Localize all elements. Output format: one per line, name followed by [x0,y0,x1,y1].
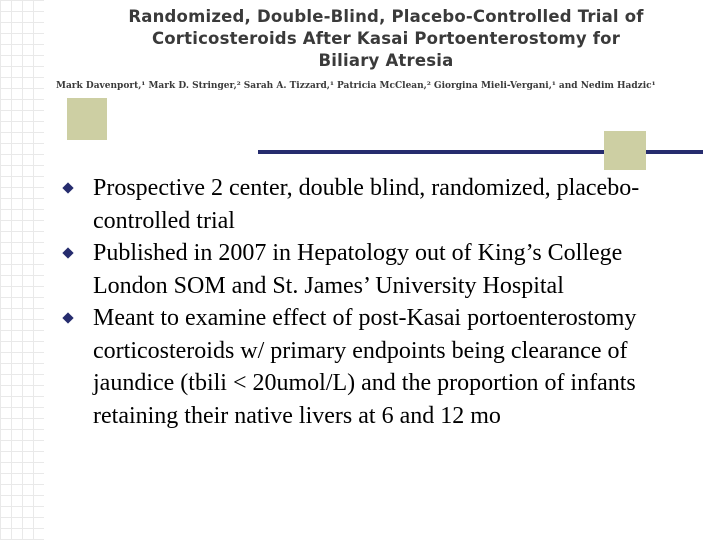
bullet-item [58,172,678,237]
diamond-bullet-icon [62,312,73,323]
grid-pattern-strip [0,0,44,540]
paper-title-line-2: Corticosteroids After Kasai Portoenterostomy for [151,29,621,48]
bullet-text: Prospective 2 center, double blind, randomized, placebo-controlled trial [93,175,640,234]
bullet-text: Published in 2007 in Hepatology out of King’s College London SOM and St. James’ University Hospital [93,240,623,299]
bullet-item [58,237,678,302]
decorative-square [67,98,107,140]
author-list: Mark Davenport,¹ Mark D. Stringer,² Sarah A. Tizzard,¹ Patricia McClean,² Giorgina Mieli-Vergani,¹ and Nedim Hadzic¹ [56,81,656,91]
bullet-list [58,172,678,432]
bullet-text: Meant to examine effect of post-Kasai portoenterostomy corticosteroids w/ primary endpoints being clearance of jaundice (tbili < 20umol/L) and the proportion of infants retaining their native livers at 6 and 12 mo [93,305,637,429]
paper-title-line-3: Biliary Atresia [318,51,454,70]
paper-title-line-1: Randomized, Double-Blind, Placebo-Controlled Trial of [128,7,644,26]
decorative-block [604,131,646,170]
diamond-bullet-icon [62,247,73,258]
bullet-item [58,302,678,432]
diamond-bullet-icon [62,182,73,193]
paper-title [56,6,716,72]
